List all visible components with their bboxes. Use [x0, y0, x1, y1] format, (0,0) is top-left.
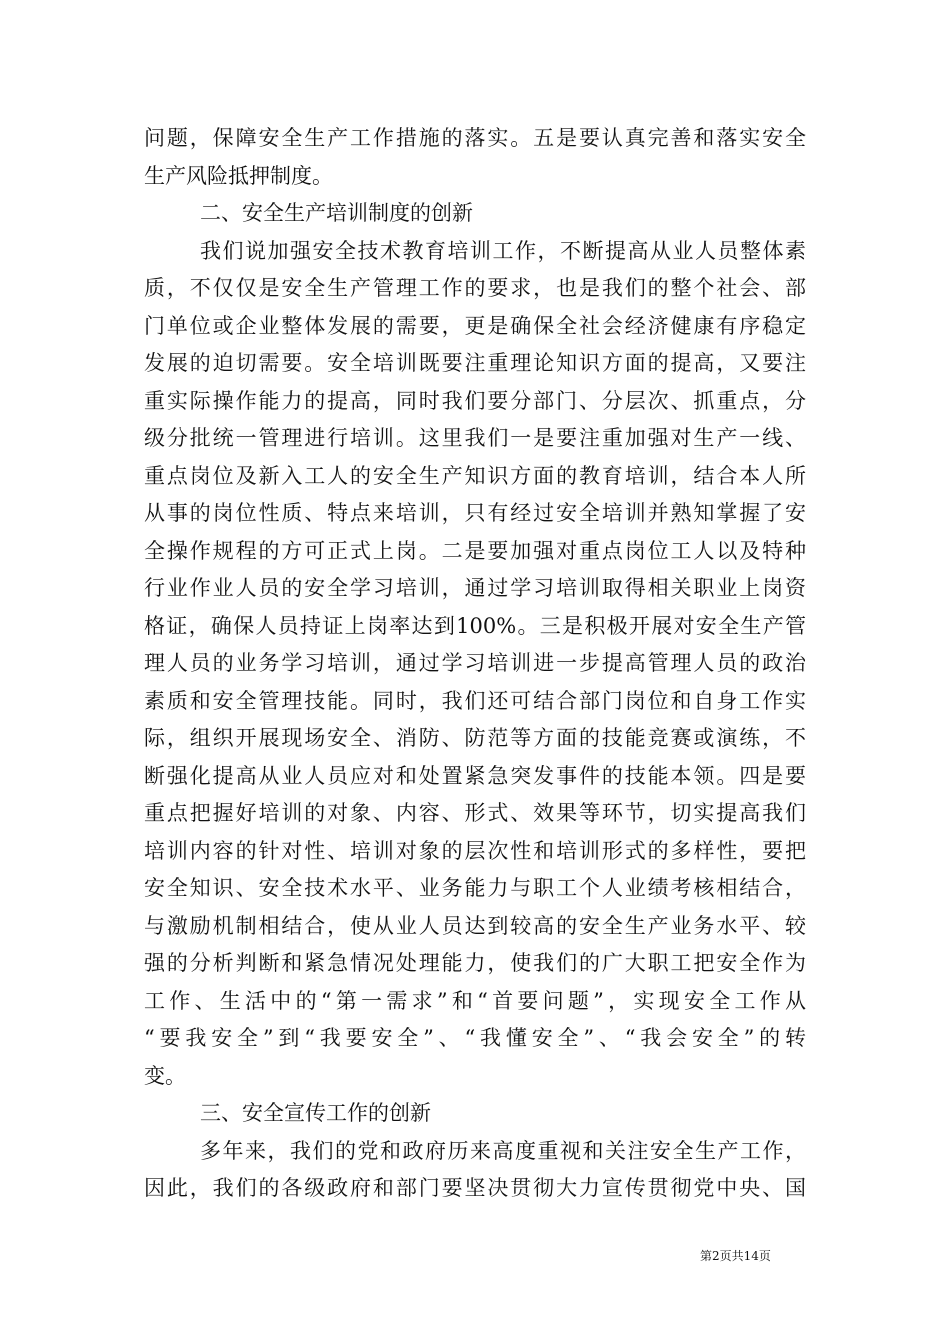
document-body: [144, 120, 806, 1208]
text-line: 生产风险抵押制度。: [144, 163, 333, 188]
text-line: 与激励机制相结合，使从业人员达到较高的安全生产业务水平、较: [144, 913, 806, 938]
text-line: 重点岗位及新入工人的安全生产知识方面的教育培训，结合本人所: [144, 463, 806, 488]
text-line: 行业作业人员的安全学习培训，通过学习培训取得相关职业上岗资: [144, 576, 806, 600]
text-line: 级分批统一管理进行培训。这里我们一是要注重加强对生产一线、: [144, 426, 806, 450]
text-line: 断强化提高从业人员应对和处置紧急突发事件的技能本领。四是要: [144, 763, 806, 788]
text-line: 强的分析判断和紧急情况处理能力，使我们的广大职工把安全作为: [144, 951, 806, 975]
text-line: 培训内容的针对性、培训对象的层次性和培训形式的多样性，要把: [144, 838, 806, 863]
text-line: 问题，保障安全生产工作措施的落实。五是要认真完善和落实安全: [144, 126, 806, 150]
text-line: 重实际操作能力的提高，同时我们要分部门、分层次、抓重点，分: [144, 388, 806, 413]
text-line: “要我安全”到“我要安全”、“我懂安全”、“我会安全”的转: [144, 1026, 806, 1050]
text-line: 质，不仅仅是安全生产管理工作的要求，也是我们的整个社会、部: [144, 276, 806, 300]
text-line: 因此，我们的各级政府和部门要坚决贯彻大力宣传贯彻党中央、国: [144, 1176, 806, 1200]
text-line: 工作、生活中的“第一需求”和“首要问题”，实现安全工作从: [144, 988, 806, 1013]
section-heading: 三、安全宣传工作的创新: [200, 1101, 431, 1125]
paragraph-first-line: 我们说加强安全技术教育培训工作，不断提高从业人员整体素: [200, 238, 806, 263]
text-line: 际，组织开展现场安全、消防、防范等方面的技能竞赛或演练，不: [144, 726, 806, 750]
text-line: 格证，确保人员持证上岗率达到100%。三是积极开展对安全生产管: [144, 613, 806, 638]
page-number-footer: 第2页共14页: [700, 1249, 771, 1263]
section-heading: 二、安全生产培训制度的创新: [200, 201, 473, 225]
text-line: 从事的岗位性质、特点来培训，只有经过安全培训并熟知掌握了安: [144, 501, 806, 525]
text-line: 变。: [144, 1063, 186, 1088]
text-line: 素质和安全管理技能。同时，我们还可结合部门岗位和自身工作实: [144, 688, 806, 713]
text-line: 重点把握好培训的对象、内容、形式、效果等环节，切实提高我们: [144, 801, 806, 825]
paragraph-first-line: 多年来，我们的党和政府历来高度重视和关注安全生产工作，: [200, 1138, 806, 1163]
text-line: 安全知识、安全技术水平、业务能力与职工个人业绩考核相结合，: [144, 876, 806, 900]
text-line: 理人员的业务学习培训，通过学习培训进一步提高管理人员的政治: [144, 651, 806, 675]
text-line: 门单位或企业整体发展的需要，更是确保全社会经济健康有序稳定: [144, 313, 806, 338]
text-line: 全操作规程的方可正式上岗。二是要加强对重点岗位工人以及特种: [144, 538, 806, 563]
text-line: 发展的迫切需要。安全培训既要注重理论知识方面的提高，又要注: [144, 351, 806, 375]
